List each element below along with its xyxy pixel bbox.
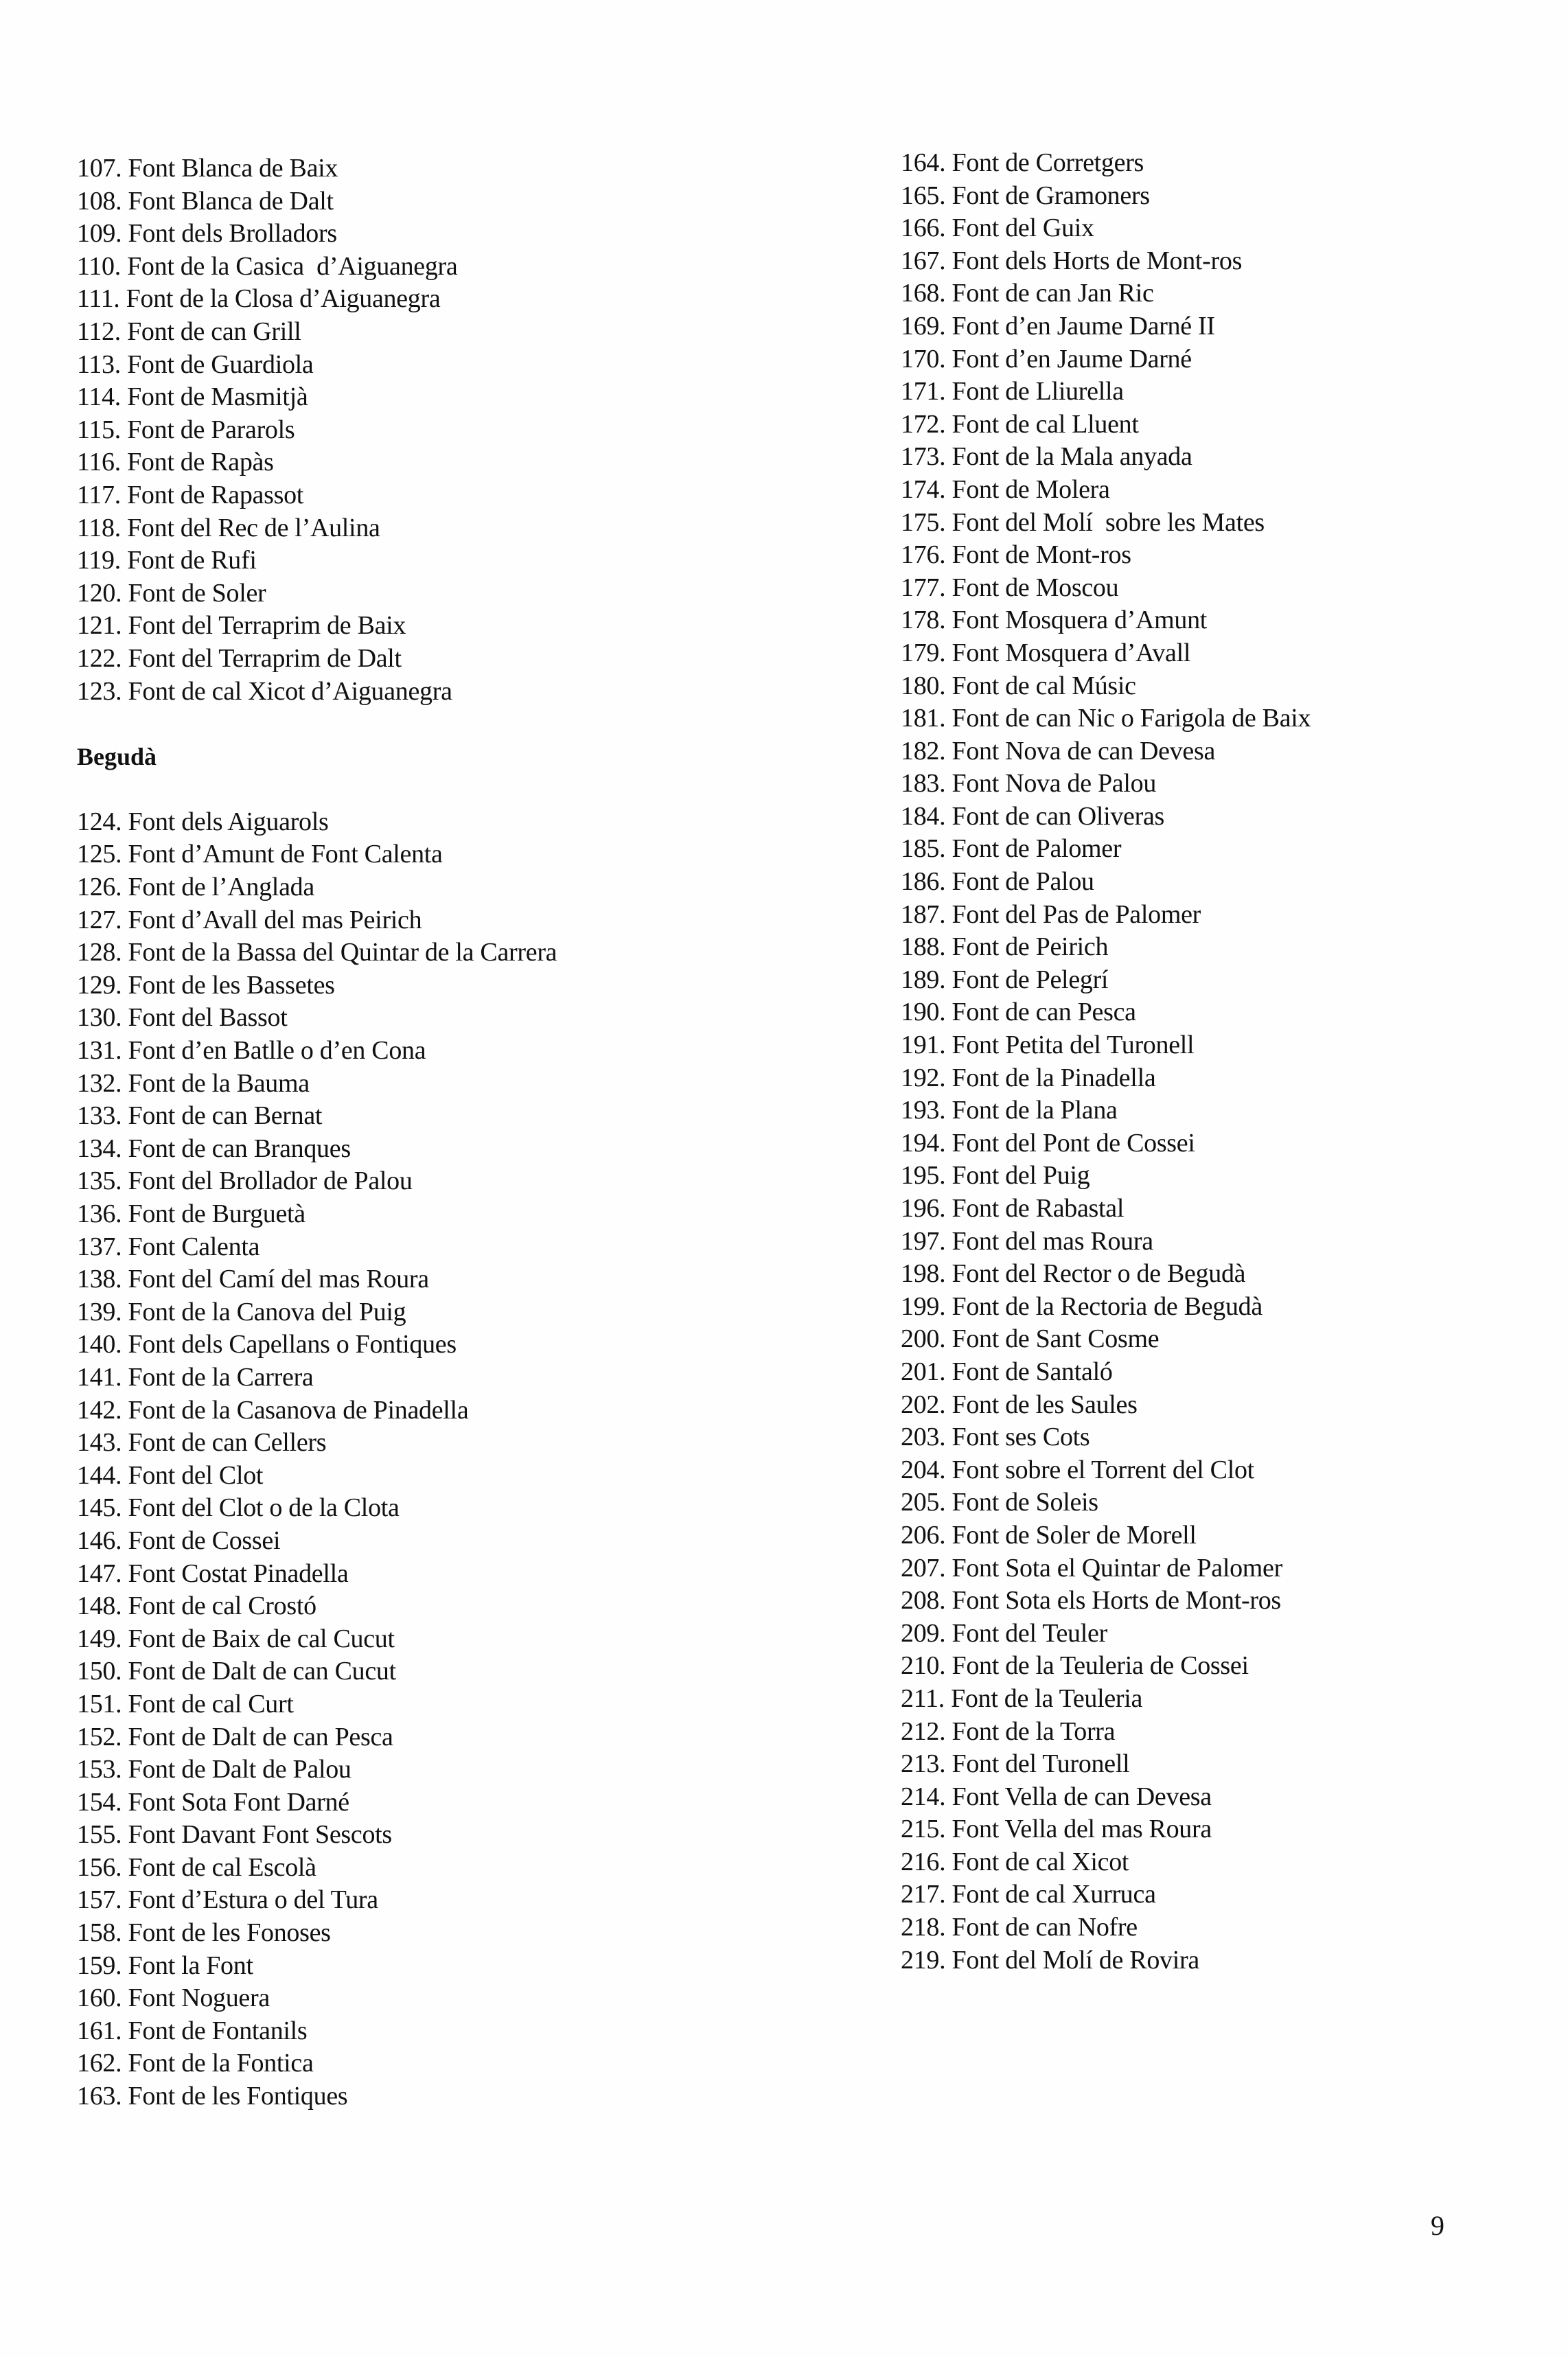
fountain-entry: 186. Font de Palou (901, 867, 1094, 897)
fountain-entry: 206. Font de Soler de Morell (901, 1520, 1197, 1550)
fountain-entry: 119. Font de Rufi (77, 546, 257, 575)
fountain-entry: 198. Font del Rector o de Begudà (901, 1259, 1246, 1289)
fountain-entry: 146. Font de Cossei (77, 1526, 281, 1555)
fountain-entry: 173. Font de la Mala anyada (901, 442, 1192, 472)
fountain-entry: 169. Font d’en Jaume Darné II (901, 311, 1215, 341)
fountain-entry: 145. Font del Clot o de la Clota (77, 1493, 400, 1523)
fountain-entry: 140. Font dels Capellans o Fontiques (77, 1330, 457, 1359)
fountain-entry: 162. Font de la Fontica (77, 2049, 314, 2078)
fountain-entry: 113. Font de Guardiola (77, 349, 314, 379)
fountain-entry: 197. Font del mas Roura (901, 1226, 1153, 1256)
fountain-entry: 215. Font Vella del mas Roura (901, 1815, 1212, 1844)
fountain-entry: 129. Font de les Bassetes (77, 970, 335, 1000)
fountain-entry: 118. Font del Rec de l’Aulina (77, 513, 380, 542)
fountain-entry: 196. Font de Rabastal (901, 1194, 1125, 1223)
fountain-entry: 213. Font del Turonell (901, 1749, 1130, 1779)
page-number: 9 (1431, 2210, 1444, 2241)
fountain-entry: 121. Font del Terraprim de Baix (77, 611, 406, 641)
fountain-entry: 157. Font d’Estura o del Tura (77, 1885, 378, 1915)
fountain-entry: 219. Font del Molí de Rovira (901, 1945, 1199, 1975)
fountain-entry: 137. Font Calenta (77, 1232, 260, 1261)
fountain-entry: 114. Font de Masmitjà (77, 382, 308, 412)
fountain-entry: 199. Font de la Rectoria de Begudà (901, 1291, 1263, 1321)
fountain-entry: 150. Font de Dalt de can Cucut (77, 1657, 396, 1686)
fountain-entry: 130. Font del Bassot (77, 1003, 288, 1033)
fountain-entry: 208. Font Sota els Horts de Mont-ros (901, 1586, 1281, 1616)
fountain-entry: 183. Font Nova de Palou (901, 769, 1157, 798)
fountain-entry: 182. Font Nova de can Devesa (901, 736, 1216, 766)
fountain-entry: 128. Font de la Bassa del Quintar de la Carrera (77, 938, 557, 967)
fountain-entry: 108. Font Blanca de Dalt (77, 186, 334, 216)
fountain-entry: 110. Font de la Casica d’Aiguanegra (77, 251, 458, 281)
fountain-entry: 135. Font del Brollador de Palou (77, 1166, 413, 1196)
fountain-entry: 176. Font de Mont-ros (901, 540, 1131, 570)
left-column (77, 152, 557, 2113)
fountain-entry: 166. Font del Guix (901, 214, 1094, 243)
fountain-entry: 190. Font de can Pesca (901, 998, 1136, 1027)
fountain-entry: 122. Font del Terraprim de Dalt (77, 643, 402, 673)
fountain-entry: 174. Font de Molera (901, 474, 1110, 504)
fountain-entry: 189. Font de Pelegrí (901, 965, 1109, 994)
fountain-entry: 131. Font d’en Batlle o d’en Cona (77, 1036, 426, 1066)
fountain-entry: 204. Font sobre el Torrent del Clot (901, 1455, 1254, 1484)
fountain-entry: 136. Font de Burguetà (77, 1199, 305, 1228)
fountain-entry: 164. Font de Corretgers (901, 148, 1144, 177)
fountain-entry: 209. Font del Teuler (901, 1618, 1107, 1648)
fountain-entry: 161. Font de Fontanils (77, 2016, 308, 2045)
fountain-list-right (901, 147, 1311, 1977)
fountain-entry: 194. Font del Pont de Cossei (901, 1128, 1195, 1158)
fountain-entry: 159. Font la Font (77, 1951, 253, 1980)
fountain-entry: 141. Font de la Carrera (77, 1362, 314, 1392)
fountain-entry: 216. Font de cal Xicot (901, 1847, 1129, 1876)
fountain-entry: 205. Font de Soleis (901, 1488, 1098, 1517)
fountain-entry: 158. Font de les Fonoses (77, 1918, 331, 1948)
fountain-entry: 151. Font de cal Curt (77, 1689, 294, 1718)
fountain-entry: 207. Font Sota el Quintar de Palomer (901, 1553, 1282, 1583)
fountain-entry: 116. Font de Rapàs (77, 448, 274, 477)
fountain-entry: 172. Font de cal Lluent (901, 409, 1139, 439)
fountain-entry: 218. Font de can Nofre (901, 1913, 1138, 1942)
fountain-entry: 177. Font de Moscou (901, 573, 1119, 602)
fountain-entry: 154. Font Sota Font Darné (77, 1787, 349, 1817)
fountain-entry: 133. Font de can Bernat (77, 1101, 323, 1131)
fountain-entry: 188. Font de Peirich (901, 932, 1109, 962)
fountain-entry: 117. Font de Rapassot (77, 480, 304, 509)
fountain-entry: 201. Font de Santaló (901, 1357, 1113, 1386)
fountain-entry: 212. Font de la Torra (901, 1716, 1116, 1746)
fountain-entry: 202. Font de les Saules (901, 1390, 1138, 1419)
fountain-entry: 165. Font de Gramoners (901, 181, 1150, 210)
fountain-entry: 115. Font de Pararols (77, 415, 295, 444)
fountain-entry: 144. Font del Clot (77, 1460, 264, 1490)
fountain-entry: 175. Font del Molí sobre les Mates (901, 507, 1265, 537)
fountain-entry: 156. Font de cal Escolà (77, 1852, 316, 1882)
fountain-entry: 149. Font de Baix de cal Cucut (77, 1624, 395, 1653)
fountain-entry: 126. Font de l’Anglada (77, 873, 314, 902)
fountain-entry: 192. Font de la Pinadella (901, 1063, 1156, 1092)
fountain-entry: 210. Font de la Teuleria de Cossei (901, 1651, 1249, 1681)
fountain-entry: 167. Font dels Horts de Mont-ros (901, 246, 1243, 275)
fountain-entry: 179. Font Mosquera d’Avall (901, 638, 1191, 667)
fountain-entry: 200. Font de Sant Cosme (901, 1324, 1160, 1354)
fountain-entry: 123. Font de cal Xicot d’Aiguanegra (77, 676, 452, 706)
fountain-entry: 134. Font de can Branques (77, 1134, 351, 1163)
fountain-entry: 187. Font del Pas de Palomer (901, 899, 1201, 929)
fountain-entry: 203. Font ses Cots (901, 1423, 1090, 1452)
fountain-list-group-2 (77, 806, 557, 2113)
fountain-entry: 107. Font Blanca de Baix (77, 154, 338, 183)
fountain-entry: 109. Font dels Brolladors (77, 219, 337, 249)
fountain-entry: 152. Font de Dalt de can Pesca (77, 1722, 393, 1751)
fountain-entry: 125. Font d’Amunt de Font Calenta (77, 840, 443, 869)
fountain-entry: 163. Font de les Fontiques (77, 2082, 348, 2111)
fountain-entry: 111. Font de la Closa d’Aiguanegra (77, 284, 441, 314)
fountain-entry: 148. Font de cal Crostó (77, 1591, 316, 1621)
fountain-entry: 195. Font del Puig (901, 1161, 1090, 1191)
fountain-list-group-1 (77, 152, 557, 708)
section-heading-beguda: Begudà (77, 742, 157, 770)
fountain-entry: 180. Font de cal Músic (901, 671, 1136, 700)
fountain-entry: 214. Font Vella de can Devesa (901, 1782, 1212, 1811)
fountain-entry: 147. Font Costat Pinadella (77, 1559, 349, 1588)
fountain-entry: 211. Font de la Teuleria (901, 1683, 1143, 1713)
fountain-entry: 170. Font d’en Jaume Darné (901, 344, 1192, 373)
fountain-entry: 178. Font Mosquera d’Amunt (901, 606, 1208, 635)
fountain-entry: 124. Font dels Aiguarols (77, 807, 329, 836)
fountain-entry: 191. Font Petita del Turonell (901, 1031, 1195, 1060)
fountain-entry: 181. Font de can Nic o Farigola de Baix (901, 704, 1311, 733)
fountain-entry: 168. Font de can Jan Ric (901, 279, 1154, 308)
fountain-entry: 184. Font de can Oliveras (901, 801, 1165, 831)
fountain-entry: 138. Font del Camí del mas Roura (77, 1265, 429, 1294)
fountain-entry: 139. Font de la Canova del Puig (77, 1297, 406, 1326)
right-column (901, 147, 1311, 1977)
fountain-entry: 171. Font de Lliurella (901, 377, 1124, 406)
fountain-entry: 143. Font de can Cellers (77, 1428, 327, 1458)
fountain-entry: 132. Font de la Bauma (77, 1068, 310, 1098)
fountain-entry: 193. Font de la Plana (901, 1096, 1118, 1125)
fountain-entry: 155. Font Davant Font Sescots (77, 1820, 392, 1850)
fountain-entry: 127. Font d’Avall del mas Peirich (77, 905, 422, 934)
fountain-entry: 217. Font de cal Xurruca (901, 1880, 1156, 1909)
fountain-entry: 160. Font Noguera (77, 1984, 270, 2013)
fountain-entry: 153. Font de Dalt de Palou (77, 1755, 351, 1784)
fountain-entry: 112. Font de can Grill (77, 317, 301, 346)
fountain-entry: 120. Font de Soler (77, 578, 266, 608)
fountain-entry: 142. Font de la Casanova de Pinadella (77, 1395, 469, 1425)
fountain-entry: 185. Font de Palomer (901, 834, 1122, 864)
